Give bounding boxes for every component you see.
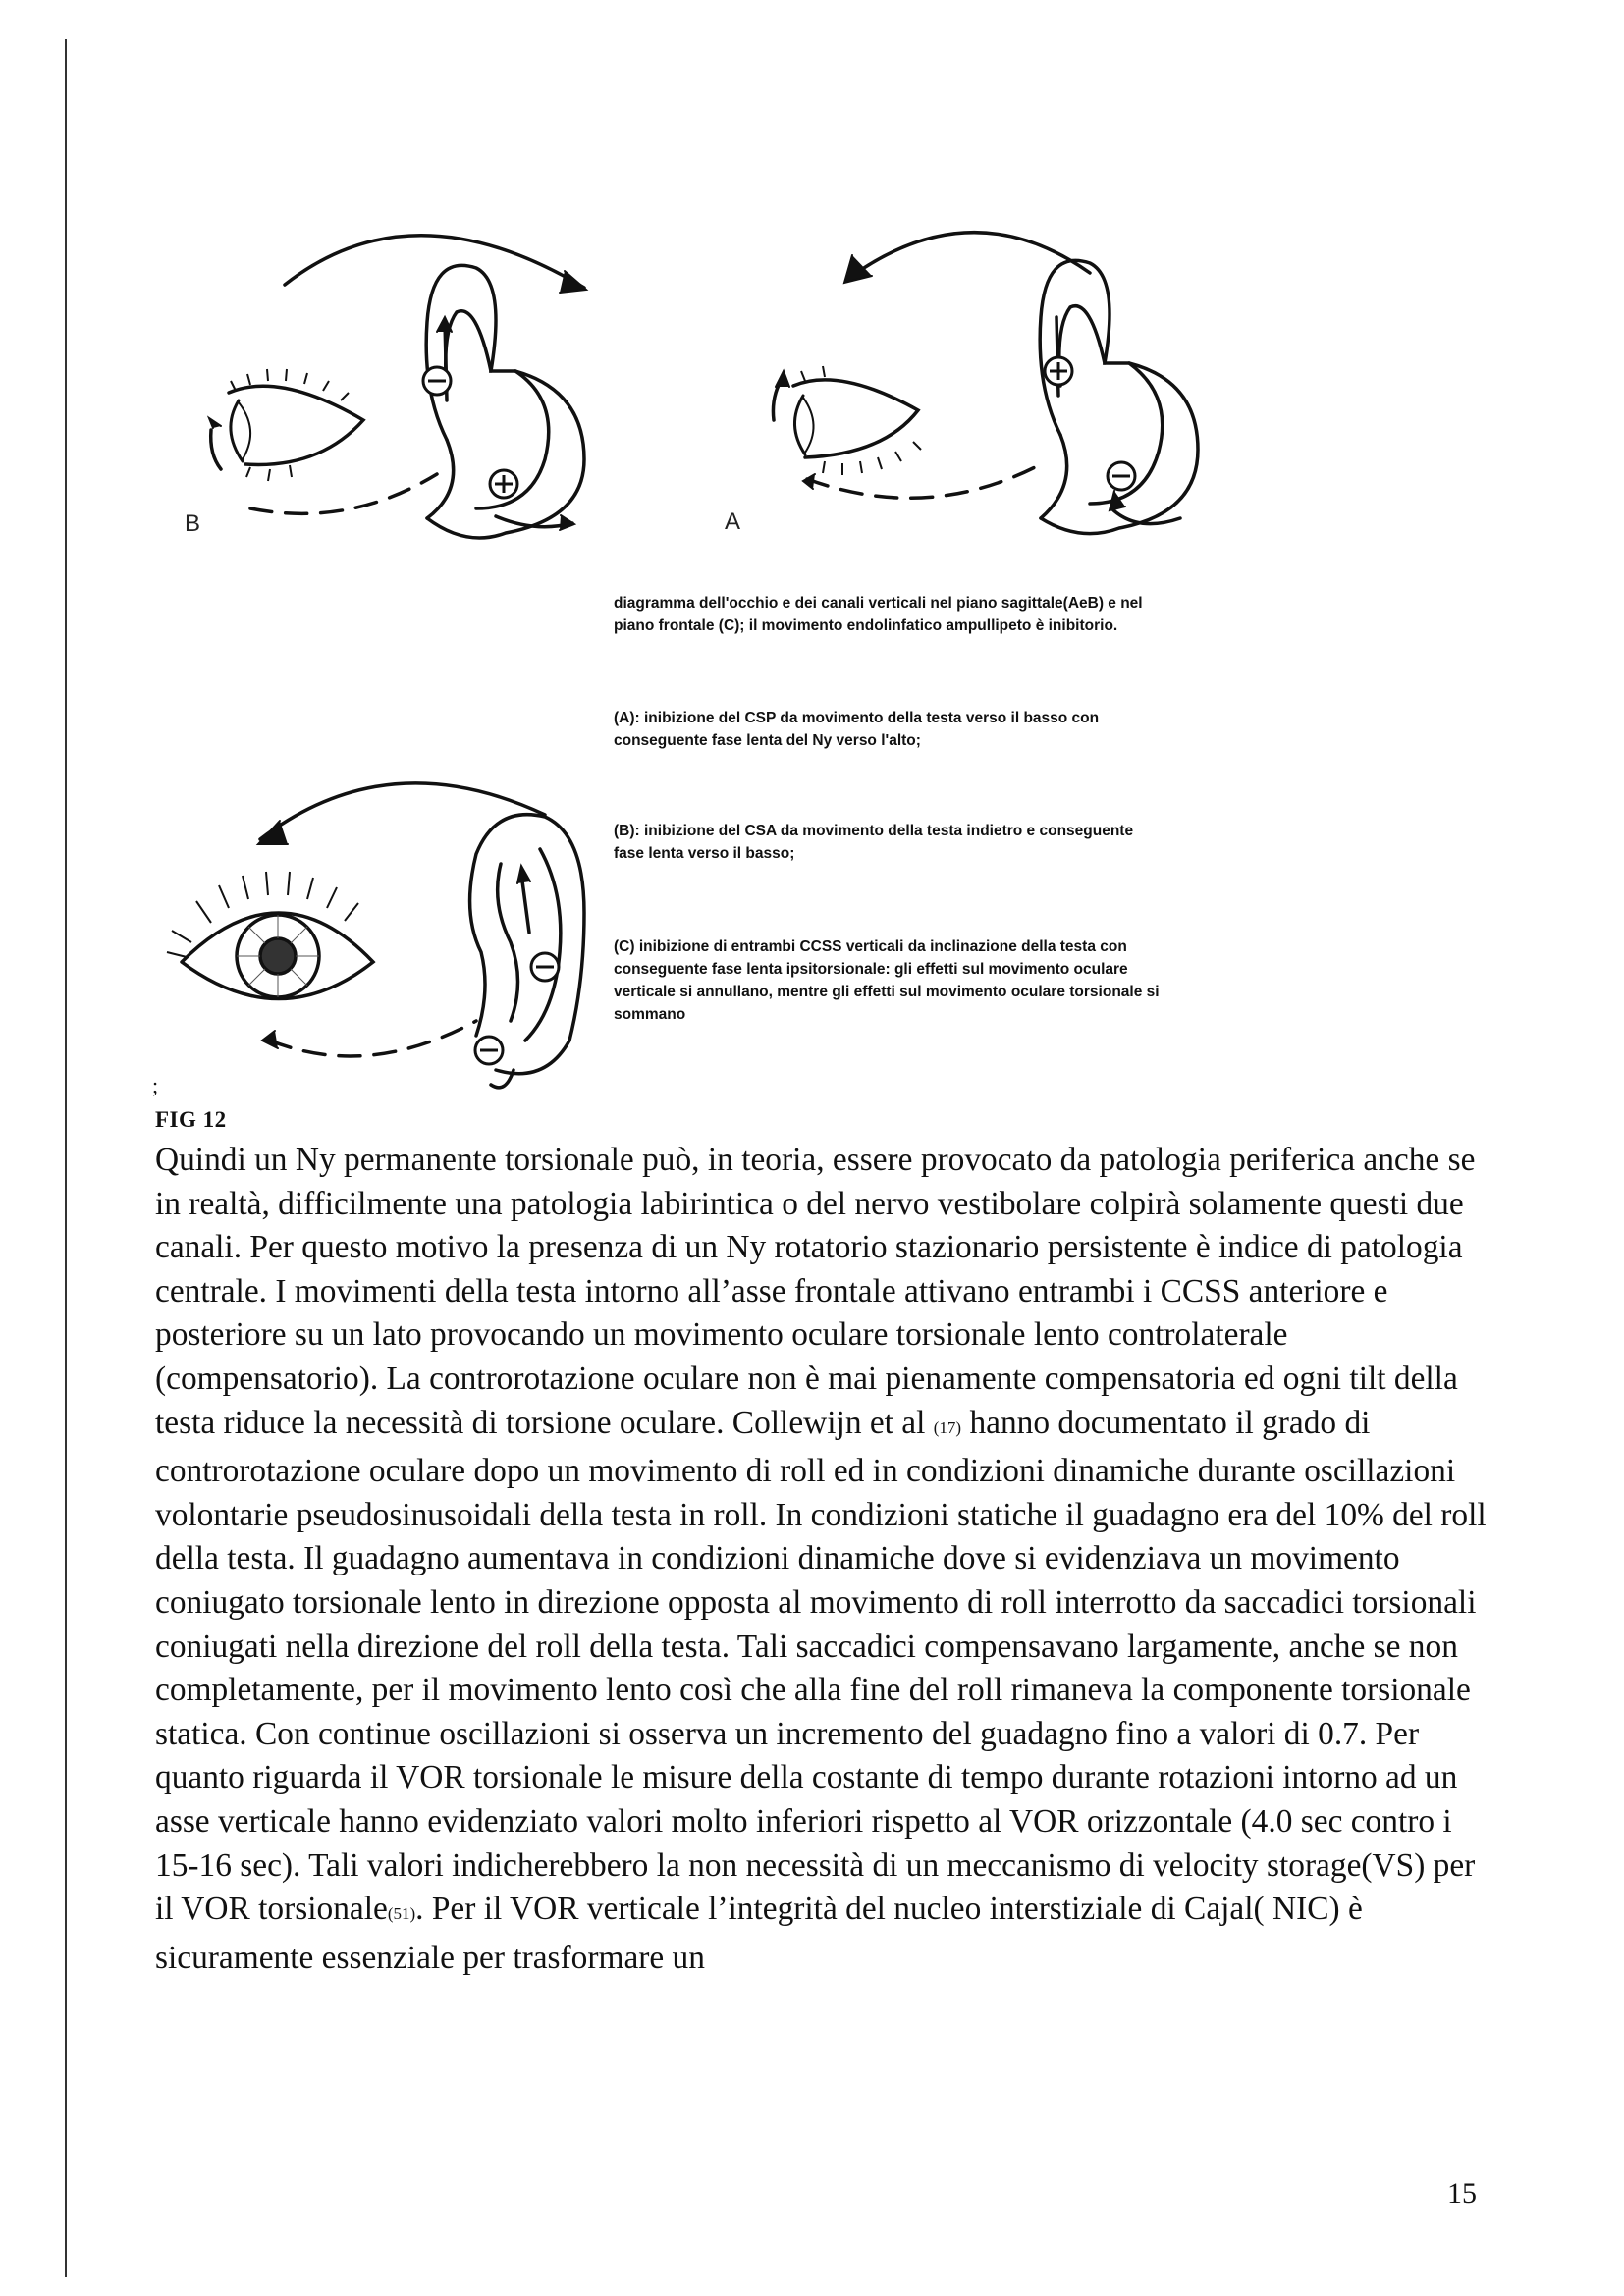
figure-panel-a bbox=[677, 194, 1227, 579]
minus-circle-icon bbox=[1108, 462, 1135, 490]
legend-intro: diagramma dell'occhio e dei canali verticali nel piano sagittale(AeB) e nel piano frontale (C); il movimento endolinfatico ampullipeto è inibitorio. bbox=[614, 595, 1143, 634]
eye-canal-diagram-a bbox=[677, 194, 1227, 579]
panel-label-a: A bbox=[725, 508, 741, 535]
minus-circle-icon bbox=[475, 1037, 503, 1064]
body-paragraph bbox=[155, 1139, 1490, 1980]
curved-arrow-icon bbox=[285, 236, 584, 288]
minus-circle-icon bbox=[531, 953, 559, 981]
figure-legend bbox=[614, 592, 1164, 1023]
margin-rule bbox=[65, 39, 67, 2277]
plus-circle-icon bbox=[490, 470, 517, 498]
semicircular-canal-icon bbox=[470, 815, 584, 1074]
semicircular-canal-icon bbox=[1040, 260, 1198, 533]
legend-item-b: (B): inibizione del CSA da movimento della testa indietro e conseguente fase lenta verso il basso; bbox=[614, 823, 1134, 862]
citation-17: (17) bbox=[933, 1417, 962, 1437]
plus-circle-icon bbox=[1045, 357, 1072, 385]
body-text-part-3: . Per il VOR verticale l’integrità del nucleo interstiziale di Cajal( NIC) è sicuramente essenziale per trasformare un bbox=[155, 1891, 1363, 1976]
figure-label: FIG 12 bbox=[155, 1107, 227, 1132]
body-text-part-1: Quindi un Ny permanente torsionale può, in teoria, essere provocato da patologia periferica anche se in realtà, difficilmente una patologia labirintica o del nervo vestibolare colpirà solamente questi due canali. Per questo motivo la presenza di un Ny rotatorio stazionario persistente è indice di patologia centrale. I movimenti della testa intorno all’asse frontale attivano entrambi i CCSS anteriore e posteriore su un lato provocando un movimento oculare torsionale lento controlaterale (compensatorio). La controrotazione oculare non è mai pienamente compensatoria ed ogni tilt della testa riduce la necessità di torsione oculare. Collewijn et al bbox=[155, 1142, 1476, 1441]
eyelash-lines bbox=[801, 366, 921, 475]
panel-label-b: B bbox=[185, 510, 201, 537]
minus-circle-icon bbox=[423, 367, 451, 395]
figure-panel-b bbox=[152, 194, 599, 579]
eye-canal-diagram-b bbox=[152, 194, 599, 579]
legend-item-c: (C) inibizione di entrambi CCSS verticali da inclinazione della testa con conseguente fase lenta ipsitorsionale: gli effetti sul movimento oculare verticale si annullano, mentre gli effetti sul movimento oculare torsionale si sommano bbox=[614, 938, 1160, 1023]
citation-51: (51) bbox=[387, 1904, 416, 1924]
legend-item-a: (A): inibizione del CSP da movimento della testa verso il basso con conseguente fase lenta del Ny verso l'alto; bbox=[614, 710, 1100, 749]
curved-arrow-icon bbox=[260, 783, 545, 839]
page-number: 15 bbox=[1447, 2177, 1477, 2210]
body-text-part-2: hanno documentato il grado di controrotazione oculare dopo un movimento di roll ed in condizioni dinamiche durante oscillazioni volontarie pseudosinusoidali della testa in roll. In condizioni statiche il guadagno era del 10% del roll della testa. Il guadagno aumentava in condizioni dinamiche dove si evidenziava un movimento coniugato torsionale lento in direzione opposta al movimento di roll interrotto da saccadici torsionali coniugati nella direzione del roll della testa. Tali saccadici compensavano largamente, anche se non completamente, per il movimento lento così che alla fine del roll rimaneva la componente torsionale statica. Con continue oscillazioni si osserva un incremento del guadagno fino a valori di 0.7. Per quanto riguarda il VOR torsionale le misure della costante di tempo durante rotazioni intorno ad un asse verticale hanno evidenziato valori molto inferiori rispetto al VOR orizzontale (4.0 sec contro i 15-16 sec). Tali valori indicherebbero la non necessità di un meccanismo di velocity storage(VS) per il VOR torsionale bbox=[155, 1404, 1487, 1928]
stray-mark: ; bbox=[152, 1073, 159, 1097]
figure-panel-c bbox=[152, 756, 599, 1114]
eye-canal-diagram-c bbox=[152, 756, 599, 1114]
